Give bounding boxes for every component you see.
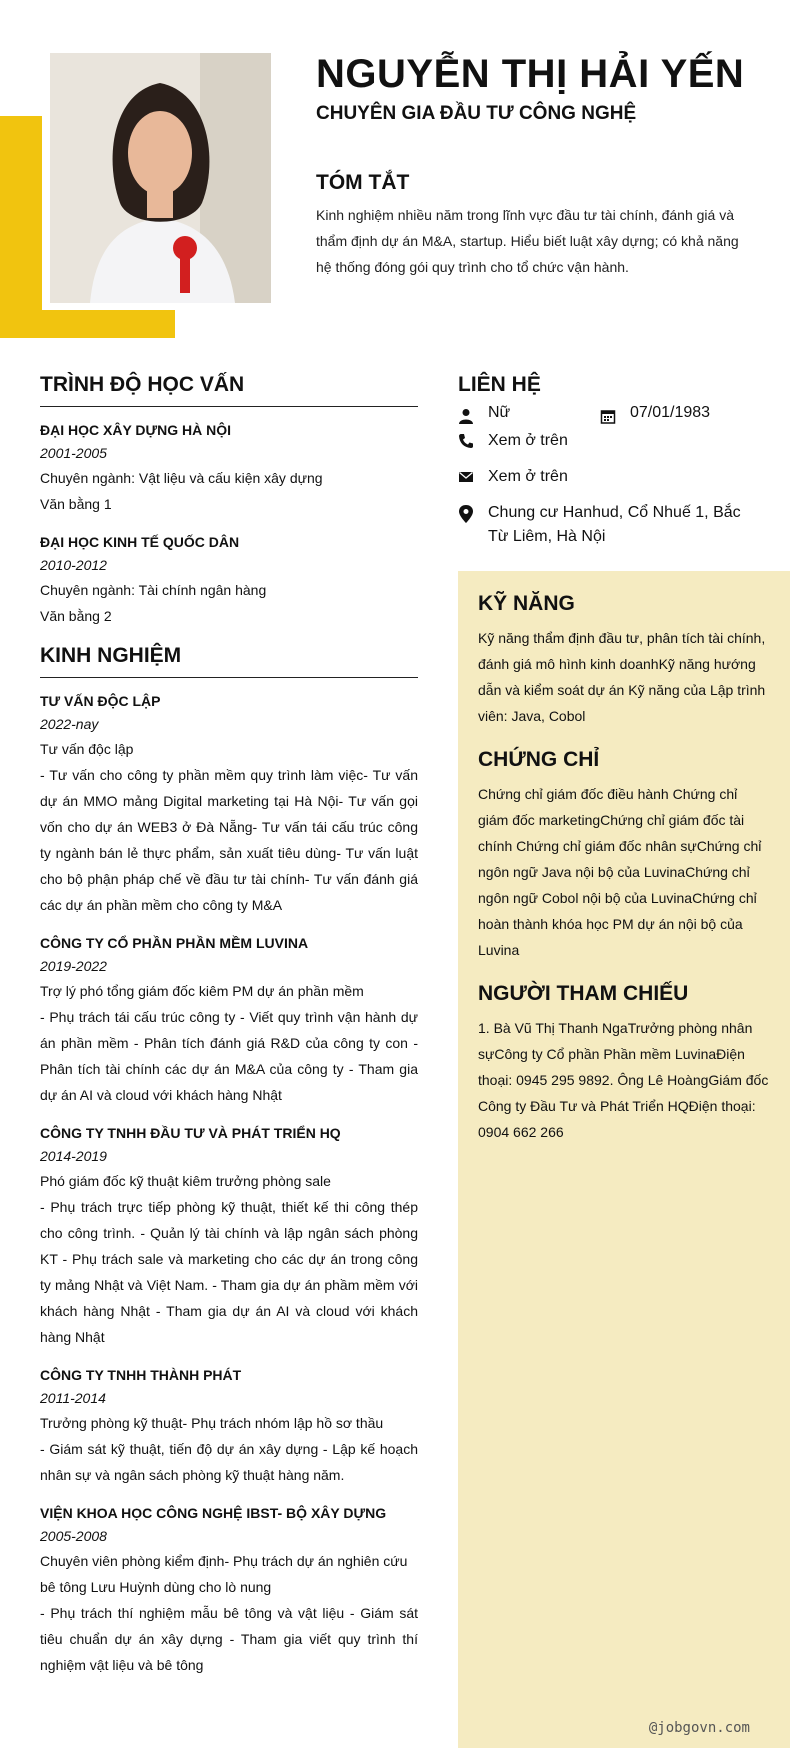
- experience-entry: [40, 1502, 418, 1678]
- phone-value: Xem ở trên: [488, 432, 568, 449]
- company-name: CÔNG TY TNHH THÀNH PHÁT: [40, 1367, 242, 1383]
- address-value: Chung cư Hanhud, Cổ Nhuế 1, Bắc Từ Liêm, Hà Nội: [488, 504, 741, 545]
- watermark: @jobgovn.com: [648, 1720, 750, 1736]
- experience-role: Chuyên viên phòng kiểm định- Phụ trách dự án nghiên cứu bê tông Lưu Huỳnh dùng cho lò nung: [40, 1553, 408, 1595]
- skills-text: Kỹ năng thẩm định đầu tư, phân tích tài chính, đánh giá mô hình kinh doanhKỹ năng hướng dẫn và kiểm soát dự án Kỹ năng của Lập trình viên: Java, Cobol: [478, 630, 766, 724]
- gender-value: Nữ: [488, 404, 511, 421]
- experience-description: - Giám sát kỹ thuật, tiến độ dự án xây dựng - Lập kế hoạch nhân sự và ngân sách phòng kỹ thuật hàng năm.: [40, 1441, 418, 1483]
- experience-description: - Phụ trách tái cấu trúc công ty - Viết quy trình vận hành dự án phần mềm - Phân tích đánh giá R&D của công ty con - Phân tích tài chính các dự án M&A của công ty - Tham gia dự án AI và cloud với khách hàng Nhật: [40, 1009, 418, 1103]
- experience-description: - Tư vấn cho công ty phần mềm quy trình làm việc- Tư vấn dự án MMO mảng Digital marketing tại Hà Nội- Tư vấn gọi vốn cho dự án WEB3 ở Đà Nẵng- Tư vấn tái cấu trúc công ty ngành bán lẻ thực phẩm, sản xuất tiêu dùng- Tư vấn luật cho bộ phận pháp chế về đầu tư tài chính- Tư vấn đánh giá các dự án phần mềm cho công ty M&A: [40, 767, 418, 913]
- education-heading: TRÌNH ĐỘ HỌC VẤN: [40, 372, 418, 407]
- left-column: [40, 372, 418, 1692]
- experience-entry: [40, 690, 418, 918]
- company-name: TƯ VẤN ĐỘC LẬP: [40, 693, 161, 709]
- company-name: CÔNG TY TNHH ĐẦU TƯ VÀ PHÁT TRIỂN HQ: [40, 1125, 341, 1141]
- education-major: Chuyên ngành: Vật liệu và cấu kiện xây dựng: [40, 470, 323, 486]
- education-major: Chuyên ngành: Tài chính ngân hàng: [40, 582, 267, 598]
- candidate-name: NGUYỄN THỊ HẢI YẾN: [316, 52, 745, 96]
- education-years: 2010-2012: [40, 557, 107, 573]
- calendar-icon: [600, 404, 630, 429]
- accent-bar-horizontal: [0, 310, 175, 338]
- education-entry: [40, 419, 418, 517]
- right-panel: [458, 571, 790, 1748]
- experience-entry: [40, 1122, 418, 1350]
- phone-icon: [458, 429, 488, 457]
- accent-bar-vertical: [0, 116, 42, 338]
- references-text: 1. Bà Vũ Thị Thanh NgaTrưởng phòng nhân sựCông ty Cổ phần Phần mềm LuvinaĐiện thoại: 0945 295 9892. Ông Lê HoàngGiám đốc Công ty Đầu Tư và Phát Triển HQĐiện thoại: 0904 662 266: [478, 1020, 769, 1140]
- contact-heading: LIÊN HỆ: [458, 373, 541, 396]
- job-title: CHUYÊN GIA ĐẦU TƯ CÔNG NGHỆ: [316, 103, 637, 124]
- school-name: ĐẠI HỌC XÂY DỰNG HÀ NỘI: [40, 422, 232, 438]
- company-name: CÔNG TY CỔ PHẦN PHẦN MỀM LUVINA: [40, 935, 309, 951]
- summary-text: Kinh nghiệm nhiều năm trong lĩnh vực đầu tư tài chính, đánh giá và thẩm định dự án M&A, startup. Hiểu biết luật xây dựng; có khả năng hệ thống đóng gói quy trình cho tổ chức vận hành.: [316, 207, 739, 275]
- company-name: VIỆN KHOA HỌC CÔNG NGHỆ IBST- BỘ XÂY DỰNG: [40, 1505, 387, 1521]
- experience-role: Tư vấn độc lập: [40, 741, 134, 757]
- birthdate-value: 07/01/1983: [630, 404, 711, 421]
- experience-years: 2011-2014: [40, 1390, 106, 1406]
- email-value: Xem ở trên: [488, 468, 568, 485]
- experience-years: 2014-2019: [40, 1148, 107, 1164]
- experience-entry: [40, 932, 418, 1108]
- education-degree: Văn bằng 2: [40, 608, 112, 624]
- experience-description: - Phụ trách trực tiếp phòng kỹ thuật, thiết kế thi công thép cho công trình. - Quản lý tài chính và lập ngân sách phòng KT - Phụ trách sale và marketing cho các dự án trong công ty mảng Nhật và Việt Nam. - Tham gia dự án phầm mềm với khách hàng Nhật - Tham gia dự án AI và cloud với khách hàng Nhật: [40, 1199, 418, 1345]
- experience-years: 2019-2022: [40, 958, 107, 974]
- certificates-text: Chứng chỉ giám đốc điều hành Chứng chỉ giám đốc marketingChứng chỉ giám đốc tài chính Chứng chỉ giám đốc nhân sựChứng chỉ ngôn ngữ Java nội bộ của LuvinaChứng chỉ ngôn ngữ Cobol nội bộ của LuvinaChứng chỉ hoàn thành khóa học PM dự án nội bộ của Luvina: [478, 786, 762, 958]
- experience-role: Phó giám đốc kỹ thuật kiêm trưởng phòng sale: [40, 1173, 331, 1189]
- email-icon: [458, 465, 488, 493]
- school-name: ĐẠI HỌC KINH TẾ QUỐC DÂN: [40, 534, 240, 550]
- experience-years: 2005-2008: [40, 1528, 107, 1544]
- experience-role: Trưởng phòng kỹ thuật- Phụ trách nhóm lập hồ sơ thầu: [40, 1415, 384, 1431]
- education-years: 2001-2005: [40, 445, 107, 461]
- references-heading: NGƯỜI THAM CHIẾU: [478, 982, 689, 1005]
- person-icon: [458, 404, 488, 429]
- profile-photo: [50, 53, 271, 303]
- contact-section: [458, 372, 758, 557]
- experience-years: 2022-nay: [40, 716, 99, 732]
- experience-role: Trợ lý phó tổng giám đốc kiêm PM dự án phần mềm: [40, 983, 364, 999]
- summary-heading: TÓM TẮT: [316, 171, 410, 194]
- education-degree: Văn bằng 1: [40, 496, 112, 512]
- skills-heading: KỸ NĂNG: [478, 592, 575, 615]
- certificates-heading: CHỨNG CHỈ: [478, 748, 600, 771]
- experience-heading: KINH NGHIỆM: [40, 643, 418, 678]
- location-pin-icon: [458, 501, 488, 531]
- experience-description: - Phụ trách thí nghiệm mẫu bê tông và vật liệu - Giám sát tiêu chuẩn dự án xây dựng - Tham gia viết quy trình thí nghiệm vật liệu và bê tông: [40, 1605, 418, 1673]
- education-entry: [40, 531, 418, 629]
- experience-entry: [40, 1364, 418, 1488]
